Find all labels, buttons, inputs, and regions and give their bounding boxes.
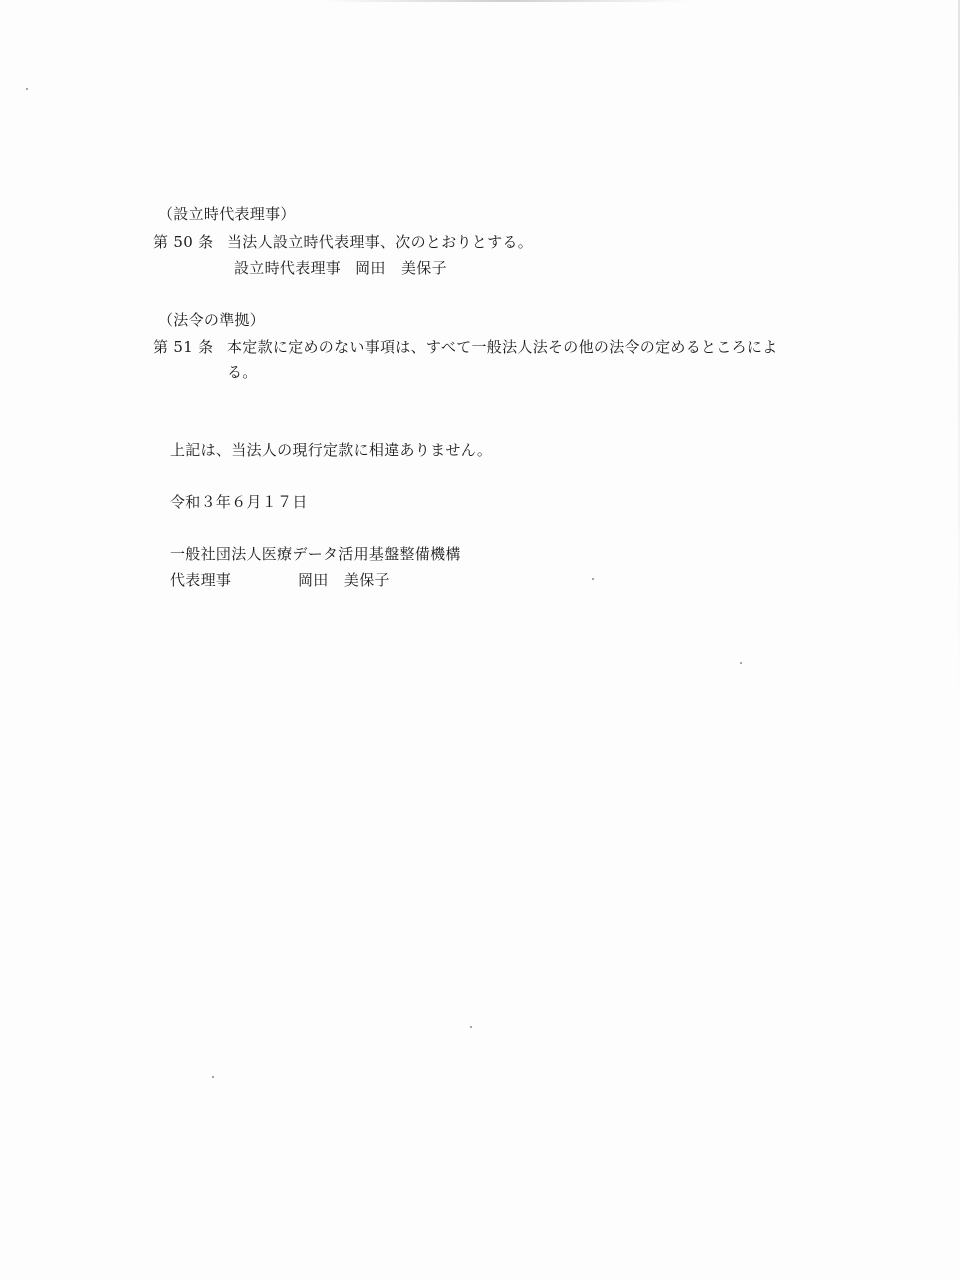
article-51-body: [153, 337, 778, 357]
organization-name: 一般社団法人医療データ活用基盤整備機構: [170, 545, 461, 563]
article-50-appointee: [234, 258, 447, 278]
article-51-text-line1: 本定款に定めのない事項は、すべて一般法人法その他の法令の定めるところによ: [227, 338, 778, 356]
article-50-number: 第 50 条: [153, 233, 214, 251]
article-50-body: [153, 232, 533, 252]
article-51-heading: （法令の準拠）: [158, 311, 266, 329]
representative-line: [170, 570, 390, 590]
scan-speck: [592, 578, 594, 580]
scan-edge-shadow: [320, 0, 690, 2]
article-50-name: 岡田 美保子: [355, 259, 447, 277]
article-51-number: 第 51 条: [153, 338, 214, 356]
scan-speck: [212, 1076, 214, 1078]
representative-name: 岡田 美保子: [298, 571, 390, 589]
certification-date: 令和３年６月１７日: [170, 493, 308, 511]
article-50-role: 設立時代表理事: [234, 259, 342, 277]
article-51-text-line2: る。: [227, 363, 258, 381]
scan-speck: [470, 1026, 472, 1028]
representative-title: 代表理事: [170, 571, 232, 589]
article-50-heading: （設立時代表理事）: [158, 205, 296, 223]
scan-speck: [26, 88, 28, 90]
article-50-text: 当法人設立時代表理事、次のとおりとする。: [227, 233, 534, 251]
certification-statement: 上記は、当法人の現行定款に相違ありません。: [170, 441, 493, 459]
scan-speck: [740, 662, 742, 664]
